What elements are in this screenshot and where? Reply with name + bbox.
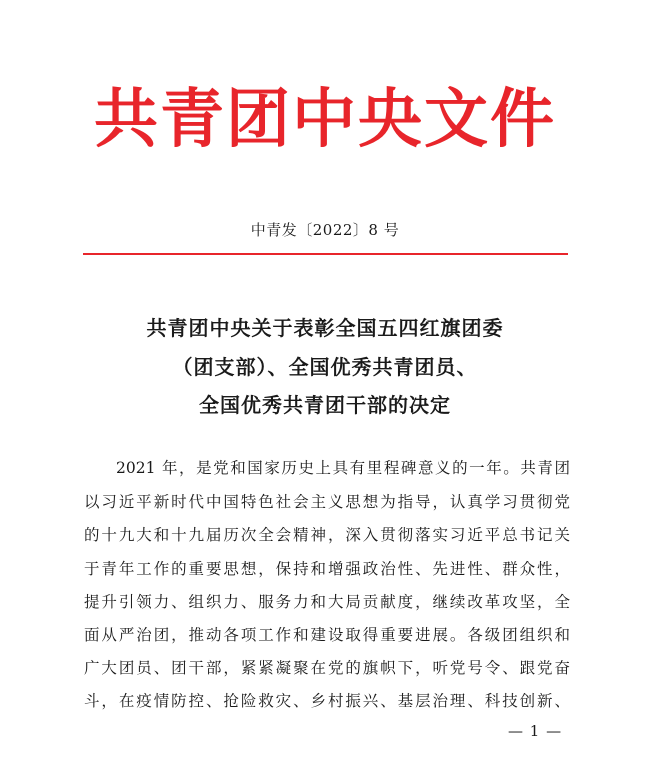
body-line-6: 面从严治团，推动各项工作和建设取得重要进展。各级团组织和 [84,626,570,644]
document-number: 中青发〔2022〕8 号 [250,221,400,239]
body-line-2: 以习近平新时代中国特色社会主义思想为指导，认真学习贯彻党 [84,493,570,511]
body-line-5: 提升引领力、组织力、服务力和大局贡献度，继续改革攻坚，全 [84,593,570,611]
body-line-8: 斗，在疫情防控、抢险救灾、乡村振兴、基层治理、科技创新、 [84,692,570,710]
masthead-title: 共青团中央文件 [94,82,556,157]
body-line-7: 广大团员、团干部，紧紧凝聚在党的旗帜下，听党号令、跟党奋 [84,659,570,677]
red-separator-line [83,253,568,255]
page-number: — 1 — [508,722,563,740]
decision-title-line-2: （团支部）、全国优秀共青团员、 [172,355,478,379]
body-line-1: 2021 年，是党和国家历史上具有里程碑意义的一年。共青团 [116,459,570,477]
body-line-4: 于青年工作的重要思想，保持和增强政治性、先进性、群众性， [84,560,570,578]
decision-title-line-3: 全国优秀共青团干部的决定 [199,393,451,417]
decision-title-line-1: 共青团中央关于表彰全国五四红旗团委 [146,316,504,340]
body-line-3: 的十九大和十九届历次全会精神，深入贯彻落实习近平总书记关 [84,526,570,544]
